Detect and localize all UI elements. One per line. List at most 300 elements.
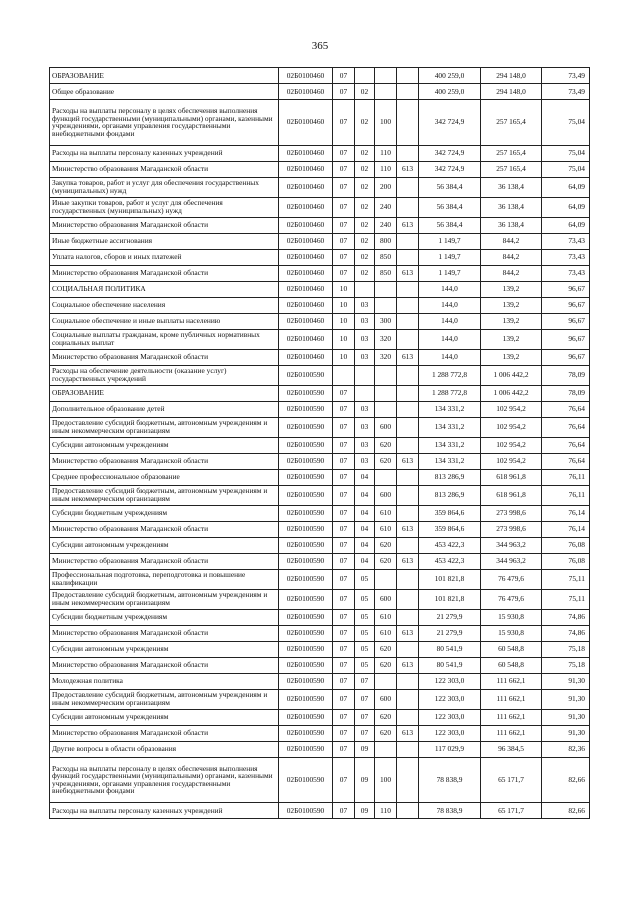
row-percent-cell: 96,67	[542, 329, 590, 349]
row-section-cell: 07	[333, 657, 355, 673]
row-subsection-cell: 03	[355, 313, 375, 329]
row-admin-code-cell	[397, 417, 419, 437]
row-section-cell: 07	[333, 757, 355, 803]
row-percent-cell: 76,64	[542, 417, 590, 437]
row-section-cell: 07	[333, 177, 355, 197]
row-admin-code-cell: 613	[397, 725, 419, 741]
row-section-cell: 07	[333, 537, 355, 553]
table-row	[50, 757, 590, 803]
row-plan-cell: 144,0	[419, 313, 481, 329]
row-plan-cell: 813 286,9	[419, 485, 481, 505]
row-admin-code-cell	[397, 469, 419, 485]
table-row	[50, 100, 590, 146]
row-code-cell: 02Б0100590	[279, 625, 333, 641]
row-section-cell: 07	[333, 417, 355, 437]
row-subsection-cell: 05	[355, 641, 375, 657]
row-code-cell: 02Б0100590	[279, 589, 333, 609]
table-row	[50, 485, 590, 505]
budget-table	[49, 67, 590, 819]
row-name-cell: Предоставление субсидий бюджетным, автономным учреждениям и иным некоммерческим организациям	[50, 589, 279, 609]
row-name-cell: Субсидии автономным учреждениям	[50, 641, 279, 657]
row-admin-code-cell	[397, 197, 419, 217]
row-admin-code-cell	[397, 329, 419, 349]
row-expense-type-cell: 620	[375, 453, 397, 469]
row-admin-code-cell: 613	[397, 625, 419, 641]
row-plan-cell: 56 384,4	[419, 217, 481, 233]
row-expense-type-cell: 610	[375, 505, 397, 521]
row-executed-cell: 65 171,7	[481, 803, 542, 819]
row-expense-type-cell: 620	[375, 641, 397, 657]
row-executed-cell: 111 662,1	[481, 709, 542, 725]
row-name-cell: Субсидии бюджетным учреждениям	[50, 505, 279, 521]
row-code-cell: 02Б0100460	[279, 217, 333, 233]
row-subsection-cell	[355, 281, 375, 297]
row-section-cell	[333, 365, 355, 385]
row-executed-cell: 273 998,6	[481, 505, 542, 521]
row-section-cell: 10	[333, 281, 355, 297]
row-name-cell: Министерство образования Магаданской области	[50, 349, 279, 365]
row-section-cell: 07	[333, 401, 355, 417]
row-plan-cell: 134 331,2	[419, 417, 481, 437]
row-name-cell: Субсидии бюджетным учреждениям	[50, 609, 279, 625]
row-percent-cell: 96,67	[542, 281, 590, 297]
row-plan-cell: 813 286,9	[419, 469, 481, 485]
row-name-cell: СОЦИАЛЬНАЯ ПОЛИТИКА	[50, 281, 279, 297]
table-row	[50, 725, 590, 741]
row-expense-type-cell: 800	[375, 233, 397, 249]
row-percent-cell: 75,11	[542, 589, 590, 609]
row-code-cell: 02Б0100590	[279, 725, 333, 741]
row-percent-cell: 75,18	[542, 657, 590, 673]
row-plan-cell: 78 838,9	[419, 757, 481, 803]
row-name-cell: Социальные выплаты гражданам, кроме публичных нормативных социальных выплат	[50, 329, 279, 349]
row-section-cell: 07	[333, 100, 355, 146]
row-name-cell: Министерство образования Магаданской области	[50, 657, 279, 673]
row-name-cell: Предоставление субсидий бюджетным, автономным учреждениям и иным некоммерческим организациям	[50, 417, 279, 437]
row-admin-code-cell	[397, 505, 419, 521]
row-executed-cell: 139,2	[481, 297, 542, 313]
table-row	[50, 569, 590, 589]
row-percent-cell: 76,14	[542, 521, 590, 537]
row-name-cell: ОБРАЗОВАНИЕ	[50, 68, 279, 84]
row-name-cell: Предоставление субсидий бюджетным, автономным учреждениям и иным некоммерческим организациям	[50, 689, 279, 709]
row-executed-cell: 844,2	[481, 249, 542, 265]
row-admin-code-cell	[397, 313, 419, 329]
row-subsection-cell: 02	[355, 217, 375, 233]
row-percent-cell: 74,86	[542, 609, 590, 625]
row-executed-cell: 844,2	[481, 265, 542, 281]
row-admin-code-cell: 613	[397, 553, 419, 569]
table-row	[50, 741, 590, 757]
row-plan-cell: 359 864,6	[419, 521, 481, 537]
row-section-cell: 07	[333, 625, 355, 641]
row-admin-code-cell	[397, 437, 419, 453]
row-code-cell: 02Б0100590	[279, 569, 333, 589]
row-executed-cell: 15 930,8	[481, 625, 542, 641]
row-section-cell: 07	[333, 725, 355, 741]
row-admin-code-cell	[397, 741, 419, 757]
row-name-cell: Иные бюджетные ассигнования	[50, 233, 279, 249]
row-expense-type-cell: 610	[375, 625, 397, 641]
row-expense-type-cell: 850	[375, 265, 397, 281]
row-plan-cell: 342 724,9	[419, 145, 481, 161]
table-row	[50, 401, 590, 417]
row-code-cell: 02Б0100590	[279, 417, 333, 437]
row-subsection-cell: 05	[355, 625, 375, 641]
row-percent-cell: 64,09	[542, 217, 590, 233]
row-name-cell: Расходы на выплаты персоналу казенных учреждений	[50, 803, 279, 819]
row-executed-cell: 344 963,2	[481, 553, 542, 569]
row-section-cell: 07	[333, 437, 355, 453]
row-code-cell: 02Б0100460	[279, 197, 333, 217]
row-code-cell: 02Б0100460	[279, 233, 333, 249]
row-admin-code-cell	[397, 485, 419, 505]
row-code-cell: 02Б0100590	[279, 673, 333, 689]
row-section-cell: 07	[333, 145, 355, 161]
row-section-cell: 07	[333, 569, 355, 589]
row-plan-cell: 342 724,9	[419, 100, 481, 146]
row-name-cell: Социальное обеспечение населения	[50, 297, 279, 313]
row-subsection-cell: 04	[355, 485, 375, 505]
row-subsection-cell: 05	[355, 657, 375, 673]
page-number: 365	[311, 40, 329, 52]
row-section-cell: 07	[333, 521, 355, 537]
table-row	[50, 469, 590, 485]
row-percent-cell: 76,11	[542, 485, 590, 505]
row-name-cell: Молодежная политика	[50, 673, 279, 689]
row-expense-type-cell	[375, 281, 397, 297]
row-plan-cell: 56 384,4	[419, 197, 481, 217]
row-percent-cell: 96,67	[542, 313, 590, 329]
row-percent-cell: 96,67	[542, 297, 590, 313]
row-code-cell: 02Б0100590	[279, 469, 333, 485]
table-row	[50, 365, 590, 385]
row-plan-cell: 56 384,4	[419, 177, 481, 197]
row-subsection-cell: 02	[355, 161, 375, 177]
row-name-cell: Министерство образования Магаданской области	[50, 553, 279, 569]
row-executed-cell: 294 148,0	[481, 84, 542, 100]
row-admin-code-cell	[397, 297, 419, 313]
row-executed-cell: 102 954,2	[481, 401, 542, 417]
row-percent-cell: 76,08	[542, 553, 590, 569]
row-expense-type-cell: 620	[375, 537, 397, 553]
row-plan-cell: 101 821,8	[419, 589, 481, 609]
row-code-cell: 02Б0100460	[279, 161, 333, 177]
row-subsection-cell: 02	[355, 233, 375, 249]
row-section-cell: 07	[333, 505, 355, 521]
row-code-cell: 02Б0100460	[279, 265, 333, 281]
row-code-cell: 02Б0100460	[279, 145, 333, 161]
row-section-cell: 10	[333, 313, 355, 329]
row-percent-cell: 76,64	[542, 453, 590, 469]
row-code-cell: 02Б0100590	[279, 453, 333, 469]
table-row	[50, 68, 590, 84]
row-admin-code-cell: 613	[397, 657, 419, 673]
row-name-cell: Профессиональная подготовка, переподготовка и повышение квалификации	[50, 569, 279, 589]
table-row	[50, 641, 590, 657]
row-code-cell: 02Б0100460	[279, 349, 333, 365]
row-expense-type-cell	[375, 297, 397, 313]
row-plan-cell: 400 259,0	[419, 84, 481, 100]
row-expense-type-cell: 110	[375, 803, 397, 819]
row-plan-cell: 1 288 772,8	[419, 365, 481, 385]
row-admin-code-cell	[397, 757, 419, 803]
table-row	[50, 657, 590, 673]
row-code-cell: 02Б0100590	[279, 657, 333, 673]
row-plan-cell: 122 303,0	[419, 689, 481, 709]
row-admin-code-cell	[397, 281, 419, 297]
table-row	[50, 673, 590, 689]
row-code-cell: 02Б0100590	[279, 521, 333, 537]
row-subsection-cell: 05	[355, 589, 375, 609]
row-percent-cell: 74,86	[542, 625, 590, 641]
table-row	[50, 385, 590, 401]
table-row	[50, 625, 590, 641]
table-row	[50, 249, 590, 265]
row-executed-cell: 60 548,8	[481, 641, 542, 657]
table-row	[50, 553, 590, 569]
row-expense-type-cell	[375, 365, 397, 385]
row-code-cell: 02Б0100590	[279, 401, 333, 417]
row-code-cell: 02Б0100460	[279, 177, 333, 197]
row-admin-code-cell	[397, 365, 419, 385]
row-executed-cell: 36 138,4	[481, 197, 542, 217]
row-executed-cell: 76 479,6	[481, 589, 542, 609]
table-row	[50, 329, 590, 349]
row-section-cell: 07	[333, 803, 355, 819]
row-admin-code-cell	[397, 689, 419, 709]
row-name-cell: Субсидии автономным учреждениям	[50, 437, 279, 453]
row-expense-type-cell: 600	[375, 417, 397, 437]
row-admin-code-cell	[397, 641, 419, 657]
row-code-cell: 02Б0100590	[279, 553, 333, 569]
row-subsection-cell: 03	[355, 329, 375, 349]
row-section-cell: 07	[333, 741, 355, 757]
row-plan-cell: 122 303,0	[419, 709, 481, 725]
row-executed-cell: 102 954,2	[481, 417, 542, 437]
row-executed-cell: 257 165,4	[481, 100, 542, 146]
row-section-cell: 10	[333, 329, 355, 349]
row-code-cell: 02Б0100590	[279, 365, 333, 385]
row-executed-cell: 102 954,2	[481, 453, 542, 469]
row-expense-type-cell	[375, 673, 397, 689]
row-code-cell: 02Б0100590	[279, 485, 333, 505]
row-subsection-cell: 03	[355, 417, 375, 437]
table-row	[50, 689, 590, 709]
row-subsection-cell: 04	[355, 553, 375, 569]
row-code-cell: 02Б0100460	[279, 68, 333, 84]
row-name-cell: Субсидии автономным учреждениям	[50, 709, 279, 725]
row-expense-type-cell: 300	[375, 313, 397, 329]
row-admin-code-cell: 613	[397, 217, 419, 233]
row-plan-cell: 80 541,9	[419, 657, 481, 673]
row-section-cell: 07	[333, 233, 355, 249]
row-executed-cell: 102 954,2	[481, 437, 542, 453]
row-executed-cell: 844,2	[481, 233, 542, 249]
row-percent-cell: 91,30	[542, 673, 590, 689]
row-expense-type-cell: 100	[375, 757, 397, 803]
row-section-cell: 07	[333, 197, 355, 217]
row-name-cell: Министерство образования Магаданской области	[50, 725, 279, 741]
row-plan-cell: 21 279,9	[419, 609, 481, 625]
row-name-cell: Расходы на выплаты персоналу в целях обеспечения выполнения функций государственными (муниципальными) органами, казенными учреждениями, органами управления государственными внебюджетными фондами	[50, 100, 279, 146]
row-subsection-cell: 03	[355, 297, 375, 313]
row-subsection-cell: 04	[355, 537, 375, 553]
table-body	[50, 68, 590, 819]
row-plan-cell: 342 724,9	[419, 161, 481, 177]
row-code-cell: 02Б0100590	[279, 709, 333, 725]
row-executed-cell: 111 662,1	[481, 689, 542, 709]
table-row	[50, 609, 590, 625]
row-admin-code-cell	[397, 249, 419, 265]
row-percent-cell: 78,09	[542, 385, 590, 401]
row-section-cell: 07	[333, 161, 355, 177]
row-admin-code-cell	[397, 84, 419, 100]
row-percent-cell: 82,66	[542, 757, 590, 803]
row-code-cell: 02Б0100590	[279, 689, 333, 709]
row-expense-type-cell: 850	[375, 249, 397, 265]
row-name-cell: Общее образование	[50, 84, 279, 100]
row-name-cell: Субсидии автономным учреждениям	[50, 537, 279, 553]
row-plan-cell: 453 422,3	[419, 553, 481, 569]
row-percent-cell: 75,11	[542, 569, 590, 589]
row-name-cell: Расходы на обеспечение деятельности (оказание услуг) государственных учреждений	[50, 365, 279, 385]
row-executed-cell: 76 479,6	[481, 569, 542, 589]
row-executed-cell: 139,2	[481, 329, 542, 349]
row-subsection-cell: 02	[355, 100, 375, 146]
row-admin-code-cell	[397, 673, 419, 689]
row-percent-cell: 75,04	[542, 161, 590, 177]
table-row	[50, 417, 590, 437]
row-name-cell: Расходы на выплаты персоналу в целях обеспечения выполнения функций государственными (муниципальными) органами, казенными учреждениями, органами управления государственными внебюджетными фондами	[50, 757, 279, 803]
table-row	[50, 505, 590, 521]
table-row	[50, 281, 590, 297]
row-plan-cell: 1 149,7	[419, 249, 481, 265]
row-code-cell: 02Б0100460	[279, 84, 333, 100]
row-expense-type-cell: 240	[375, 197, 397, 217]
row-percent-cell: 96,67	[542, 349, 590, 365]
row-section-cell: 07	[333, 589, 355, 609]
row-percent-cell: 91,30	[542, 725, 590, 741]
row-percent-cell: 91,30	[542, 689, 590, 709]
row-code-cell: 02Б0100590	[279, 537, 333, 553]
row-code-cell: 02Б0100590	[279, 757, 333, 803]
row-admin-code-cell: 613	[397, 161, 419, 177]
row-expense-type-cell	[375, 84, 397, 100]
row-section-cell: 07	[333, 709, 355, 725]
row-executed-cell: 139,2	[481, 313, 542, 329]
row-expense-type-cell	[375, 741, 397, 757]
row-plan-cell: 122 303,0	[419, 673, 481, 689]
row-plan-cell: 1 149,7	[419, 233, 481, 249]
table-row	[50, 709, 590, 725]
row-code-cell: 02Б0100590	[279, 437, 333, 453]
row-executed-cell: 344 963,2	[481, 537, 542, 553]
row-executed-cell: 96 384,5	[481, 741, 542, 757]
row-admin-code-cell: 613	[397, 265, 419, 281]
row-subsection-cell: 04	[355, 521, 375, 537]
row-expense-type-cell: 600	[375, 589, 397, 609]
row-admin-code-cell	[397, 401, 419, 417]
table-row	[50, 161, 590, 177]
row-expense-type-cell: 110	[375, 161, 397, 177]
row-executed-cell: 60 548,8	[481, 657, 542, 673]
table-row	[50, 145, 590, 161]
row-code-cell: 02Б0100460	[279, 100, 333, 146]
row-executed-cell: 36 138,4	[481, 177, 542, 197]
row-subsection-cell: 02	[355, 177, 375, 197]
row-plan-cell: 134 331,2	[419, 453, 481, 469]
row-admin-code-cell: 613	[397, 349, 419, 365]
row-executed-cell: 1 006 442,2	[481, 365, 542, 385]
row-code-cell: 02Б0100460	[279, 313, 333, 329]
row-subsection-cell	[355, 385, 375, 401]
row-subsection-cell: 03	[355, 349, 375, 365]
row-percent-cell: 76,08	[542, 537, 590, 553]
row-section-cell: 07	[333, 689, 355, 709]
row-executed-cell: 65 171,7	[481, 757, 542, 803]
row-name-cell: Министерство образования Магаданской области	[50, 453, 279, 469]
row-plan-cell: 144,0	[419, 281, 481, 297]
row-plan-cell: 122 303,0	[419, 725, 481, 741]
row-expense-type-cell: 320	[375, 349, 397, 365]
row-name-cell: ОБРАЗОВАНИЕ	[50, 385, 279, 401]
row-code-cell: 02Б0100590	[279, 641, 333, 657]
row-admin-code-cell	[397, 709, 419, 725]
row-plan-cell: 134 331,2	[419, 401, 481, 417]
row-expense-type-cell: 100	[375, 100, 397, 146]
row-section-cell: 07	[333, 469, 355, 485]
row-subsection-cell: 02	[355, 197, 375, 217]
row-expense-type-cell: 110	[375, 145, 397, 161]
row-expense-type-cell	[375, 469, 397, 485]
table-row	[50, 265, 590, 281]
row-executed-cell: 1 006 442,2	[481, 385, 542, 401]
row-percent-cell: 64,09	[542, 197, 590, 217]
row-percent-cell: 75,18	[542, 641, 590, 657]
row-plan-cell: 21 279,9	[419, 625, 481, 641]
row-subsection-cell: 09	[355, 803, 375, 819]
row-expense-type-cell	[375, 569, 397, 589]
table-row	[50, 297, 590, 313]
table-row	[50, 437, 590, 453]
row-admin-code-cell: 613	[397, 521, 419, 537]
row-admin-code-cell	[397, 803, 419, 819]
row-admin-code-cell	[397, 233, 419, 249]
row-subsection-cell: 03	[355, 437, 375, 453]
row-percent-cell: 76,64	[542, 401, 590, 417]
row-subsection-cell: 02	[355, 84, 375, 100]
row-executed-cell: 111 662,1	[481, 725, 542, 741]
row-section-cell: 07	[333, 553, 355, 569]
table-row	[50, 197, 590, 217]
row-executed-cell: 257 165,4	[481, 145, 542, 161]
row-executed-cell: 36 138,4	[481, 217, 542, 233]
row-percent-cell: 64,09	[542, 177, 590, 197]
row-expense-type-cell	[375, 401, 397, 417]
row-name-cell: Расходы на выплаты персоналу казенных учреждений	[50, 145, 279, 161]
row-section-cell: 07	[333, 485, 355, 505]
row-expense-type-cell: 600	[375, 485, 397, 505]
row-percent-cell: 75,04	[542, 145, 590, 161]
table-row	[50, 521, 590, 537]
row-subsection-cell	[355, 365, 375, 385]
row-expense-type-cell: 200	[375, 177, 397, 197]
row-name-cell: Среднее профессиональное образование	[50, 469, 279, 485]
row-section-cell: 07	[333, 453, 355, 469]
row-section-cell: 07	[333, 249, 355, 265]
row-percent-cell: 76,64	[542, 437, 590, 453]
